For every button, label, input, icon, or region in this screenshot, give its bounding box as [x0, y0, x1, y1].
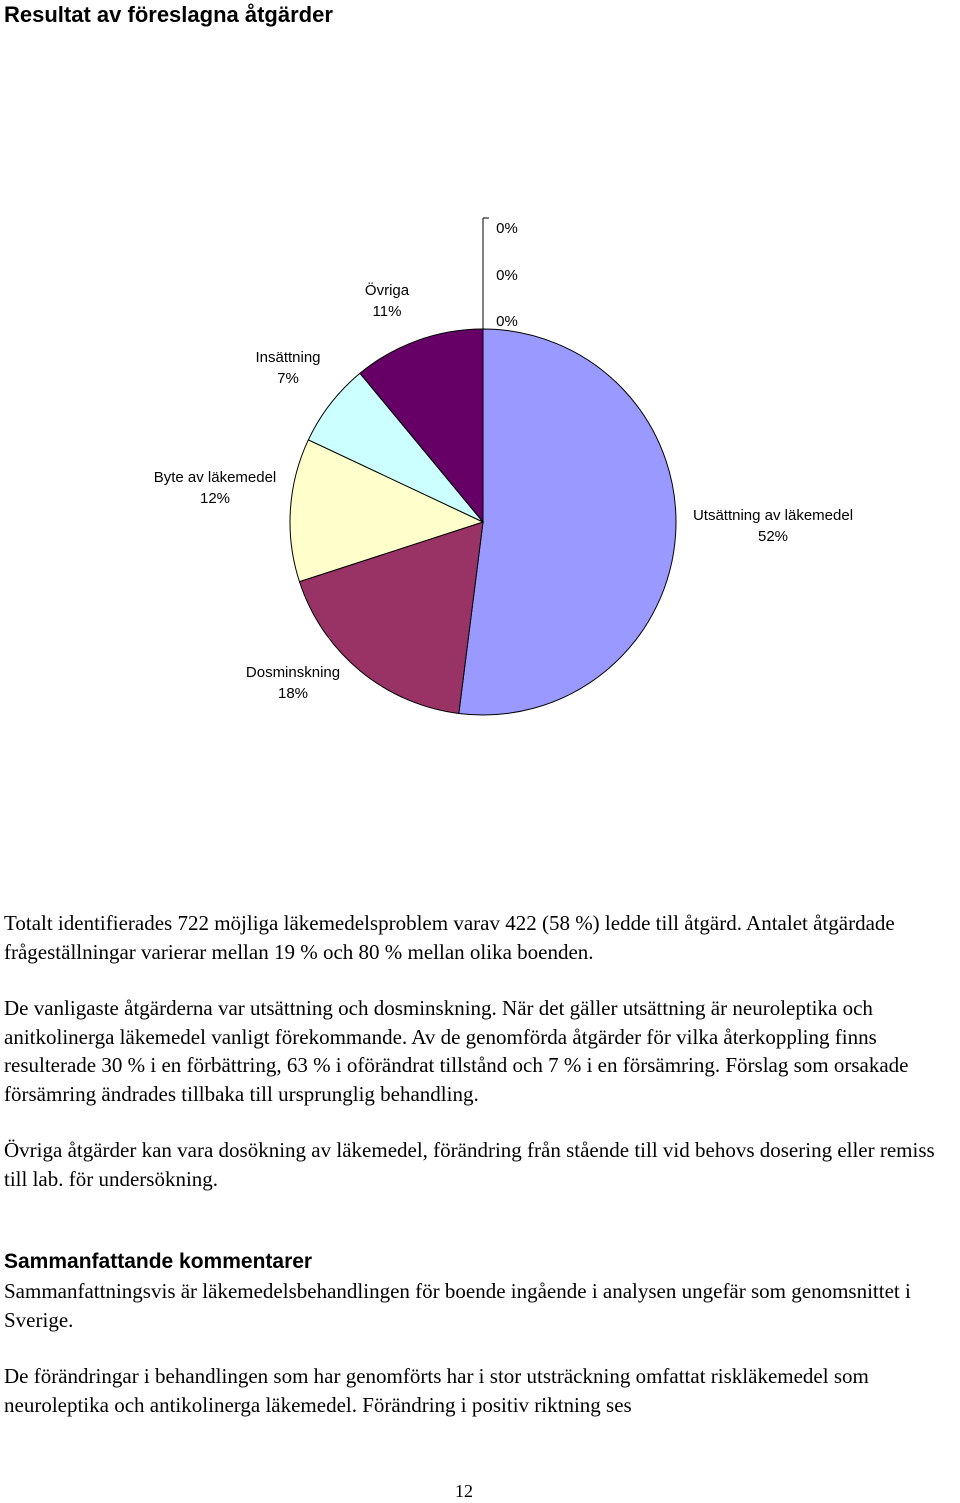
slice-label-name: Byte av läkemedel [153, 469, 277, 486]
summary-paragraph-1: Sammanfattningsvis är läkemedelsbehandlingen för boende ingående i analysen ungefär som genomsnittet i Sverige. [4, 1279, 911, 1332]
slice-label-name: Dosminskning [245, 664, 341, 681]
slice-label-name: Utsättning av läkemedel [692, 507, 854, 524]
page-title: Resultat av föreslagna åtgärder [4, 2, 333, 27]
slice-label-name: Övriga [364, 282, 410, 299]
pie-slices [290, 329, 676, 715]
slice-label-value: 11% [372, 303, 402, 320]
page-number: 12 [455, 1481, 473, 1501]
slice-label [246, 664, 340, 702]
slice-label [154, 469, 277, 507]
slice-label [255, 349, 320, 387]
slice-label: 0% [496, 220, 518, 237]
body-paragraph-3: Övriga åtgärder kan vara dosökning av läkemedel, förändring från stående till vid behovs dosering eller remiss till lab. för undersökning. [4, 1138, 935, 1191]
section-heading: Sammanfattande kommentarer [4, 1250, 313, 1273]
slice-label-value: 12% [199, 490, 231, 507]
slice-label-value: 7% [277, 370, 299, 387]
slice-label-name: Insättning [255, 349, 321, 366]
slice-label [365, 281, 410, 320]
summary-paragraph-2: De förändringar i behandlingen som har genomförts har i stor utsträckning omfattat riskläkemedel som neuroleptika och antikolinerga läkemedel. Förändring i positiv riktning ses [4, 1364, 869, 1417]
leader-lines [483, 218, 489, 329]
pie-slice [459, 329, 676, 715]
body-paragraph-2: De vanligaste åtgärderna var utsättning och dosminskning. När det gäller utsättning är neuroleptika och anitkolinerga läkemedel vanligt förekommande. Av de genomförda åtgärder för vilka återkoppling finns resulterade 30 % i en förbättring, 63 % i oförändrat tillstånd och 7 % i en försämring. Förslag som orsakade försämring ändrades tillbaka till ursprunglig behandling. [4, 996, 909, 1106]
slice-label-value: 52% [757, 528, 789, 545]
body-paragraph-1: Totalt identifierades 722 möjliga läkemedelsproblem varav 422 (58 %) ledde till åtgärd. Antalet åtgärdade frågeställningar varierar mellan 19 % och 80 % mellan olika boenden. [4, 911, 895, 964]
slice-label: 0% [496, 313, 518, 330]
slice-label [693, 507, 853, 545]
slice-label: 0% [496, 267, 518, 284]
slice-label-value: 18% [277, 685, 309, 702]
